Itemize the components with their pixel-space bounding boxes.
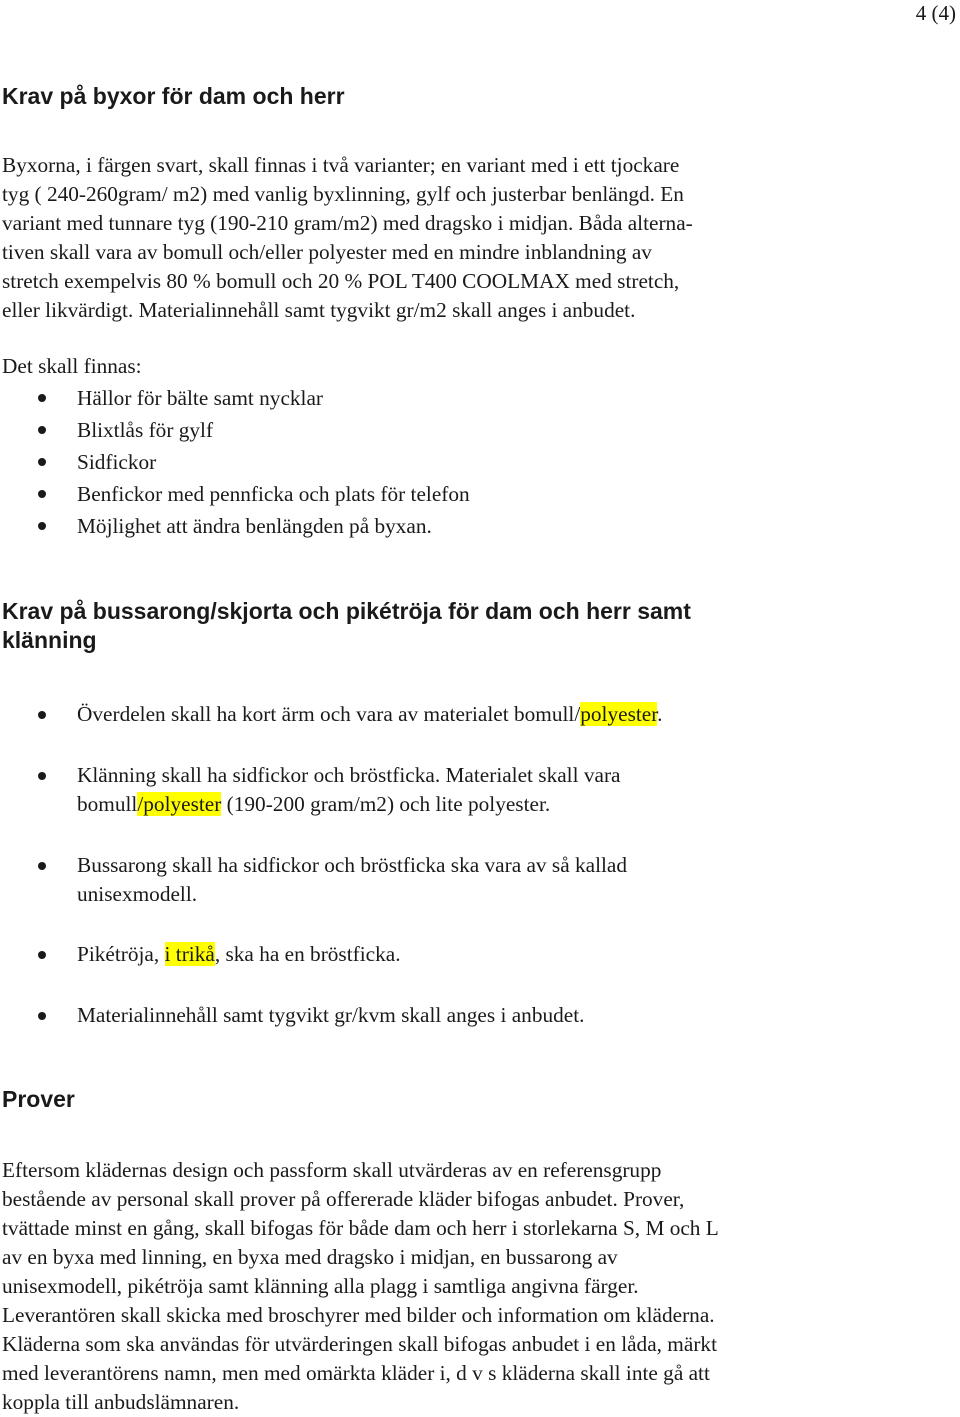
paragraph-line: tiven skall vara av bomull och/eller polyester med en mindre inblandning av — [2, 240, 652, 264]
list-item: Pikétröja, i trikå, ska ha en bröstficka. — [0, 940, 401, 969]
bullet-icon — [38, 862, 46, 870]
heading-line: klänning — [2, 627, 97, 653]
bullet-icon — [38, 490, 46, 498]
paragraph-line: Byxorna, i färgen svart, skall finnas i två varianter; en variant med i ett tjockare — [2, 153, 680, 177]
highlighted-text: polyester — [580, 702, 658, 726]
paragraph-line: tyg ( 240-260gram/ m2) med vanlig byxlinning, gylf och justerbar benlängd. En — [2, 182, 684, 206]
heading-line: Krav på bussarong/skjorta och pikétröja för dam och herr samt — [2, 598, 691, 624]
paragraph-line: eller likvärdigt. Materialinnehåll samt tygvikt gr/m2 skall anges i anbudet. — [2, 298, 636, 322]
samples-paragraph — [2, 1156, 832, 1417]
bullet-icon — [38, 394, 46, 402]
list-item: Materialinnehåll samt tygvikt gr/kvm skall anges i anbudet. — [0, 1001, 584, 1030]
paragraph-line: med leverantörens namn, men med omärkta kläder i, d v s kläderna skall inte gå att — [2, 1361, 710, 1385]
list-item: Klänning skall ha sidfickor och bröstficka. Materialet skall vara bomull/polyester (190-200 gram/m2) och lite polyester. — [0, 761, 621, 819]
bullet-icon — [38, 951, 46, 959]
bullet-icon — [38, 711, 46, 719]
section-heading-samples: Prover — [2, 1086, 75, 1112]
bullet-icon — [38, 1012, 46, 1020]
page-number: 4 (4) — [915, 1, 956, 25]
list-item: Sidfickor — [0, 446, 470, 478]
list-item: Hällor för bälte samt nycklar — [0, 382, 470, 414]
paragraph-line: bestående av personal skall prover på offererade kläder bifogas anbudet. Prover, — [2, 1187, 685, 1211]
paragraph-line: Leverantören skall skicka med broschyrer med bilder och information om kläderna. — [2, 1303, 715, 1327]
paragraph-line: stretch exempelvis 80 % bomull och 20 % POL T400 COOLMAX med stretch, — [2, 269, 680, 293]
section-heading-shirts — [2, 597, 922, 655]
section-heading-trousers: Krav på byxor för dam och herr — [2, 83, 345, 109]
paragraph-line: variant med tunnare tyg (190-210 gram/m2) med dragsko i midjan. Båda alterna- — [2, 211, 693, 235]
trousers-requirements-list — [0, 382, 470, 542]
list-intro: Det skall finnas: — [2, 354, 142, 378]
bullet-icon — [38, 772, 46, 780]
list-item: Överdelen skall ha kort ärm och vara av materialet bomull/polyester. — [0, 700, 662, 729]
list-item: Bussarong skall ha sidfickor och bröstficka ska vara av så kallad unisexmodell. — [0, 851, 627, 909]
bullet-icon — [38, 522, 46, 530]
highlighted-text: i trikå — [164, 942, 215, 966]
trousers-paragraph — [2, 151, 832, 325]
paragraph-line: tvättade minst en gång, skall bifogas för både dam och herr i storlekarna S, M och L — [2, 1216, 719, 1240]
highlighted-text: /polyester — [137, 792, 222, 816]
list-item: Blixtlås för gylf — [0, 414, 470, 446]
list-item: Benfickor med pennficka och plats för telefon — [0, 478, 470, 510]
bullet-icon — [38, 458, 46, 466]
paragraph-line: unisexmodell, pikétröja samt klänning alla plagg i samtliga angivna färger. — [2, 1274, 639, 1298]
bullet-icon — [38, 426, 46, 434]
paragraph-line: koppla till anbudslämnaren. — [2, 1390, 240, 1414]
list-item: Möjlighet att ändra benlängden på byxan. — [0, 510, 470, 542]
paragraph-line: av en byxa med linning, en byxa med dragsko i midjan, en bussarong av — [2, 1245, 618, 1269]
paragraph-line: Kläderna som ska användas för utvärderingen skall bifogas anbudet i en låda, märkt — [2, 1332, 717, 1356]
paragraph-line: Eftersom klädernas design och passform skall utvärderas av en referensgrupp — [2, 1158, 662, 1182]
